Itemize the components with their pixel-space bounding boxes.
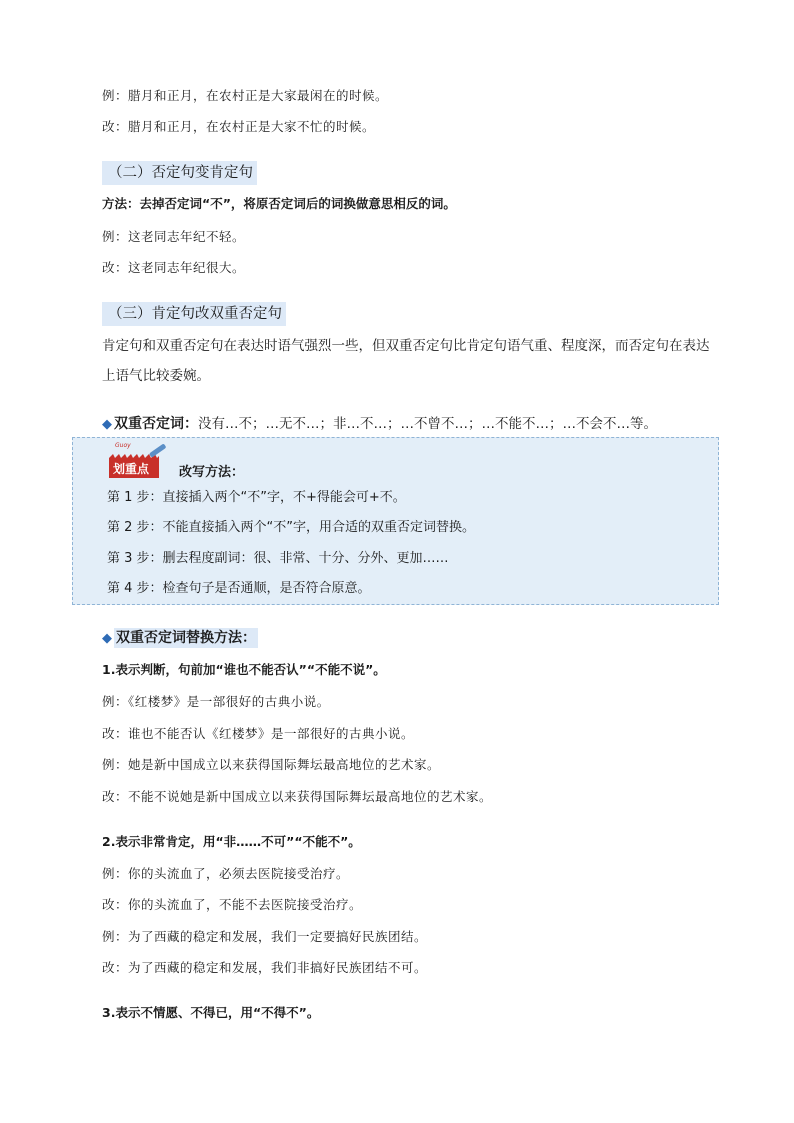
key-points-box	[72, 437, 719, 605]
double-negative-label: 双重否定词：	[114, 416, 198, 432]
diamond-bullet-icon: ◆	[102, 631, 112, 646]
subsection-title-3: 3.表示不情愿、不得已，用“不得不”。	[102, 1005, 320, 1020]
revised-line: 改：这老同志年纪很大。	[102, 260, 246, 275]
step-line-2: 第 2 步：不能直接插入两个“不”字，用合适的双重否定词替换。	[107, 520, 476, 535]
example-line: 例：这老同志年纪不轻。	[102, 229, 246, 244]
step-line-3: 第 3 步：删去程度副词：很、非常、十分、分外、更加……	[107, 551, 449, 566]
step-line-1: 第 1 步：直接插入两个“不”字，不+得能会可+不。	[107, 490, 406, 505]
example-line: 例：你的头流血了，必须去医院接受治疗。	[102, 866, 350, 881]
step-line-4: 第 4 步：检查句子是否通顺，是否符合原意。	[107, 581, 371, 596]
section-heading-3: （三）肯定句改双重否定句	[102, 302, 286, 326]
replace-title: 双重否定词替换方法：	[116, 630, 256, 646]
revised-line: 改：谁也不能否认《红楼梦》是一部很好的古典小说。	[102, 726, 415, 741]
revised-line: 改：为了西藏的稳定和发展，我们非搞好民族团结不可。	[102, 960, 428, 975]
method-line: 方法：去掉否定词“不”，将原否定词后的词换做意思相反的词。	[102, 196, 456, 211]
replace-title-line	[102, 630, 258, 647]
section-heading-2: （二）否定句变肯定句	[102, 161, 257, 185]
example-line: 例：《红楼梦》是一部很好的古典小说。	[102, 694, 330, 709]
example-line: 例：她是新中国成立以来获得国际舞坛最高地位的艺术家。	[102, 757, 441, 772]
revised-line: 改：腊月和正月，在农村正是大家不忙的时候。	[102, 119, 376, 134]
key-point-stamp-icon	[105, 444, 171, 482]
subsection-title-1: 1.表示判断，句前加“谁也不能否认”“不能不说”。	[102, 662, 386, 677]
example-line: 例：为了西藏的稳定和发展，我们一定要搞好民族团结。	[102, 929, 428, 944]
double-negative-words: 没有…不；…无不…；非…不…；…不曾不…；…不能不…；…不会不…等。	[198, 416, 657, 432]
double-negative-words-line	[102, 416, 657, 433]
example-line: 例：腊月和正月，在农村正是大家最闲在的时候。	[102, 88, 389, 103]
explanation-text: 肯定句和双重否定句在表达时语气强烈一些，但双重否定句比肯定句语气重、程度深，而否定句在表达上语气比较委婉。	[102, 338, 710, 384]
revised-line: 改：你的头流血了，不能不去医院接受治疗。	[102, 897, 363, 912]
stamp-top-text: Guoy	[115, 442, 131, 449]
stamp-label: 划重点	[113, 462, 150, 476]
diamond-bullet-icon: ◆	[102, 417, 112, 432]
subsection-title-2: 2.表示非常肯定，用“非……不可”“不能不”。	[102, 834, 361, 849]
box-title: 改写方法：	[179, 465, 245, 480]
explanation-paragraph	[102, 331, 720, 391]
revised-line: 改：不能不说她是新中国成立以来获得国际舞坛最高地位的艺术家。	[102, 789, 493, 804]
